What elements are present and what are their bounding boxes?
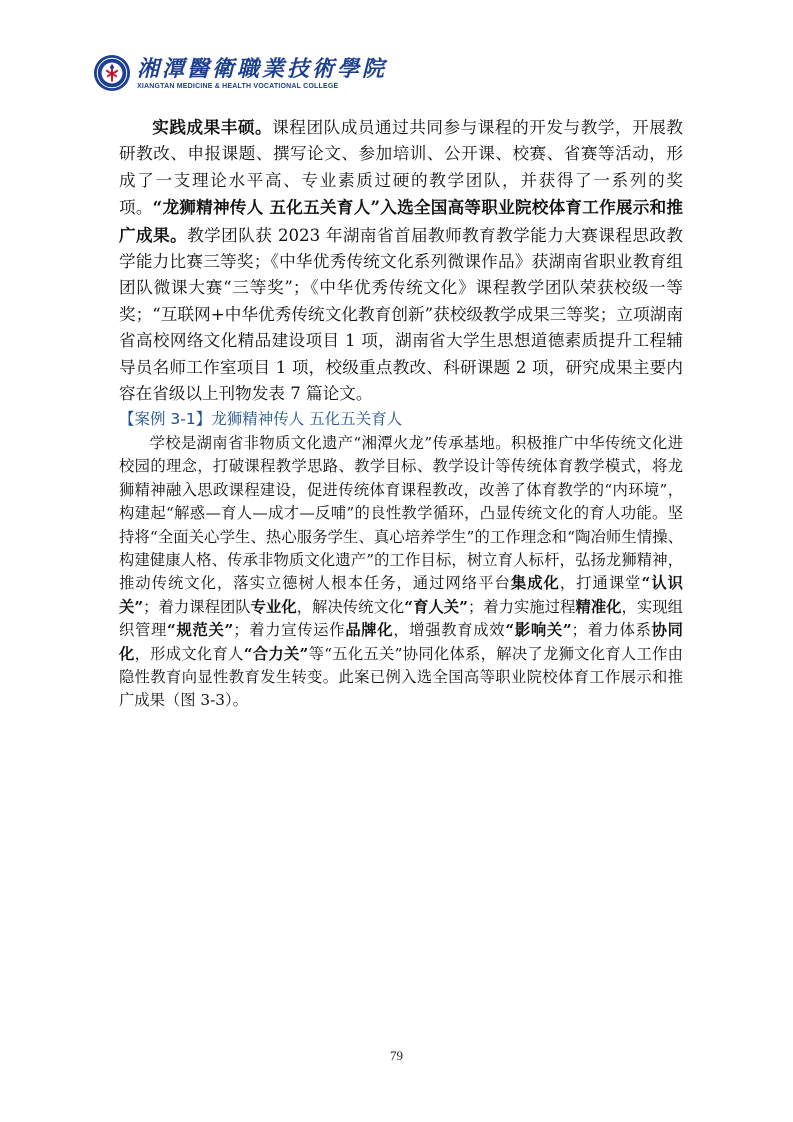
college-logo-icon (93, 54, 131, 92)
case-text: ；着力宣传运作 (233, 621, 346, 640)
case-text: 学校是湖南省非物质文化遗产“湘潭火龙”传承基地。积极推广中华传统文化进校园的理念，打破课程教学思路、教学目标、教学设计等传统体育教学模式，将龙狮精神融入思政课程建设，促进传统体育课程教改，改善了体育教学的“内环境”，构建起“解惑—育人—成才—反哺”的良性教学循环，凸显传统文化的育人功能。坚持将“全面关心学生、热心服务学生、真心培养学生”的工作理念和“陶冶师生情操、构建健康人格、传承非物质文化遗产”的工作目标，树立育人标杆，弘扬龙狮精神，推动传统文化，落实立德树人根本任务，通过网络平台 (119, 434, 683, 593)
header-text (137, 56, 387, 91)
case-text: 等“五化五关”协同化体系，解决了龙狮文化育人工作由隐性教育向显性教育发生转变。此案已例入选全国高等职业院校体育工作展示和推广成果（图 3-3）。 (119, 644, 683, 710)
case-text: ；着力体系 (571, 621, 652, 640)
case-bold: 专业化 (250, 597, 297, 616)
case-text: ；着力课程团队 (143, 597, 251, 616)
school-name-cn: 湘潭醫衛職業技術學院 (137, 55, 388, 82)
case-text: ，形成文化育人 (134, 644, 244, 663)
case-paragraph (119, 432, 683, 713)
case-text: ，实现组织管理 (119, 597, 683, 640)
case-bold: 集成化 (510, 574, 560, 593)
school-name-en: XIANGTAN MEDICINE & HEALTH VOCATIONAL COLLEGE (137, 82, 339, 90)
case-text: ，解决传统文化 (296, 597, 405, 616)
case-bold: 协同化 (119, 621, 683, 663)
case-text: ，增强教育成效 (393, 621, 506, 640)
case-bold: 品牌化 (345, 621, 394, 640)
case-title: 【案例 3-1】龙狮精神传人 五化五关育人 (119, 410, 403, 428)
body-text-1: 课程团队成员通过共同参与课程的开发与教学，开展教研教改、申报课题、撰写论文、参加培训、公开课、校赛、省赛等活动，形成了一支理论水平高、专业素质过硬的教学团队，并获得了一系列的奖项。 (119, 118, 683, 218)
page-header (93, 52, 387, 94)
body-text-2: 教学团队获 2023 年湖南省首届教师教育教学能力大赛课程思政教学能力比赛三等奖；《中华优秀传统文化系列微课作品》获湖南省职业教育组团队微课大赛“三等奖”；《中华优秀传统文化》课程教学团队荣获校级一等奖；“互联网+中华优秀传统文化教育创新”获校级教学成果三等奖；立项湖南省高校网络文化精品建设项目 1 项，湖南省大学生思想道德素质提升工程辅导员名师工作室项目 1 项，校级重点教改、科研课题 2 项，研究成果主要内容在省级以上刊物发表 7 篇论文。 (119, 225, 684, 404)
case-bold: “育人关” (404, 597, 468, 616)
case-bold: “认识关” (119, 574, 683, 616)
case-bold: 精准化 (575, 597, 622, 616)
highlight-achievement: “龙狮精神传人 五化五关育人”入选全国高等职业院校体育工作展示和推广成果。 (119, 197, 683, 245)
page-number: 79 (390, 1048, 403, 1063)
body-paragraph (119, 114, 683, 407)
case-text: ，打通课堂 (559, 574, 642, 593)
case-bold: “规范关” (167, 621, 234, 640)
lead-phrase: 实践成果丰硕。 (152, 117, 273, 137)
case-bold: “合力关” (243, 644, 309, 663)
case-bold: “影响关” (505, 621, 572, 640)
case-text: ；着力实施过程 (467, 597, 576, 616)
